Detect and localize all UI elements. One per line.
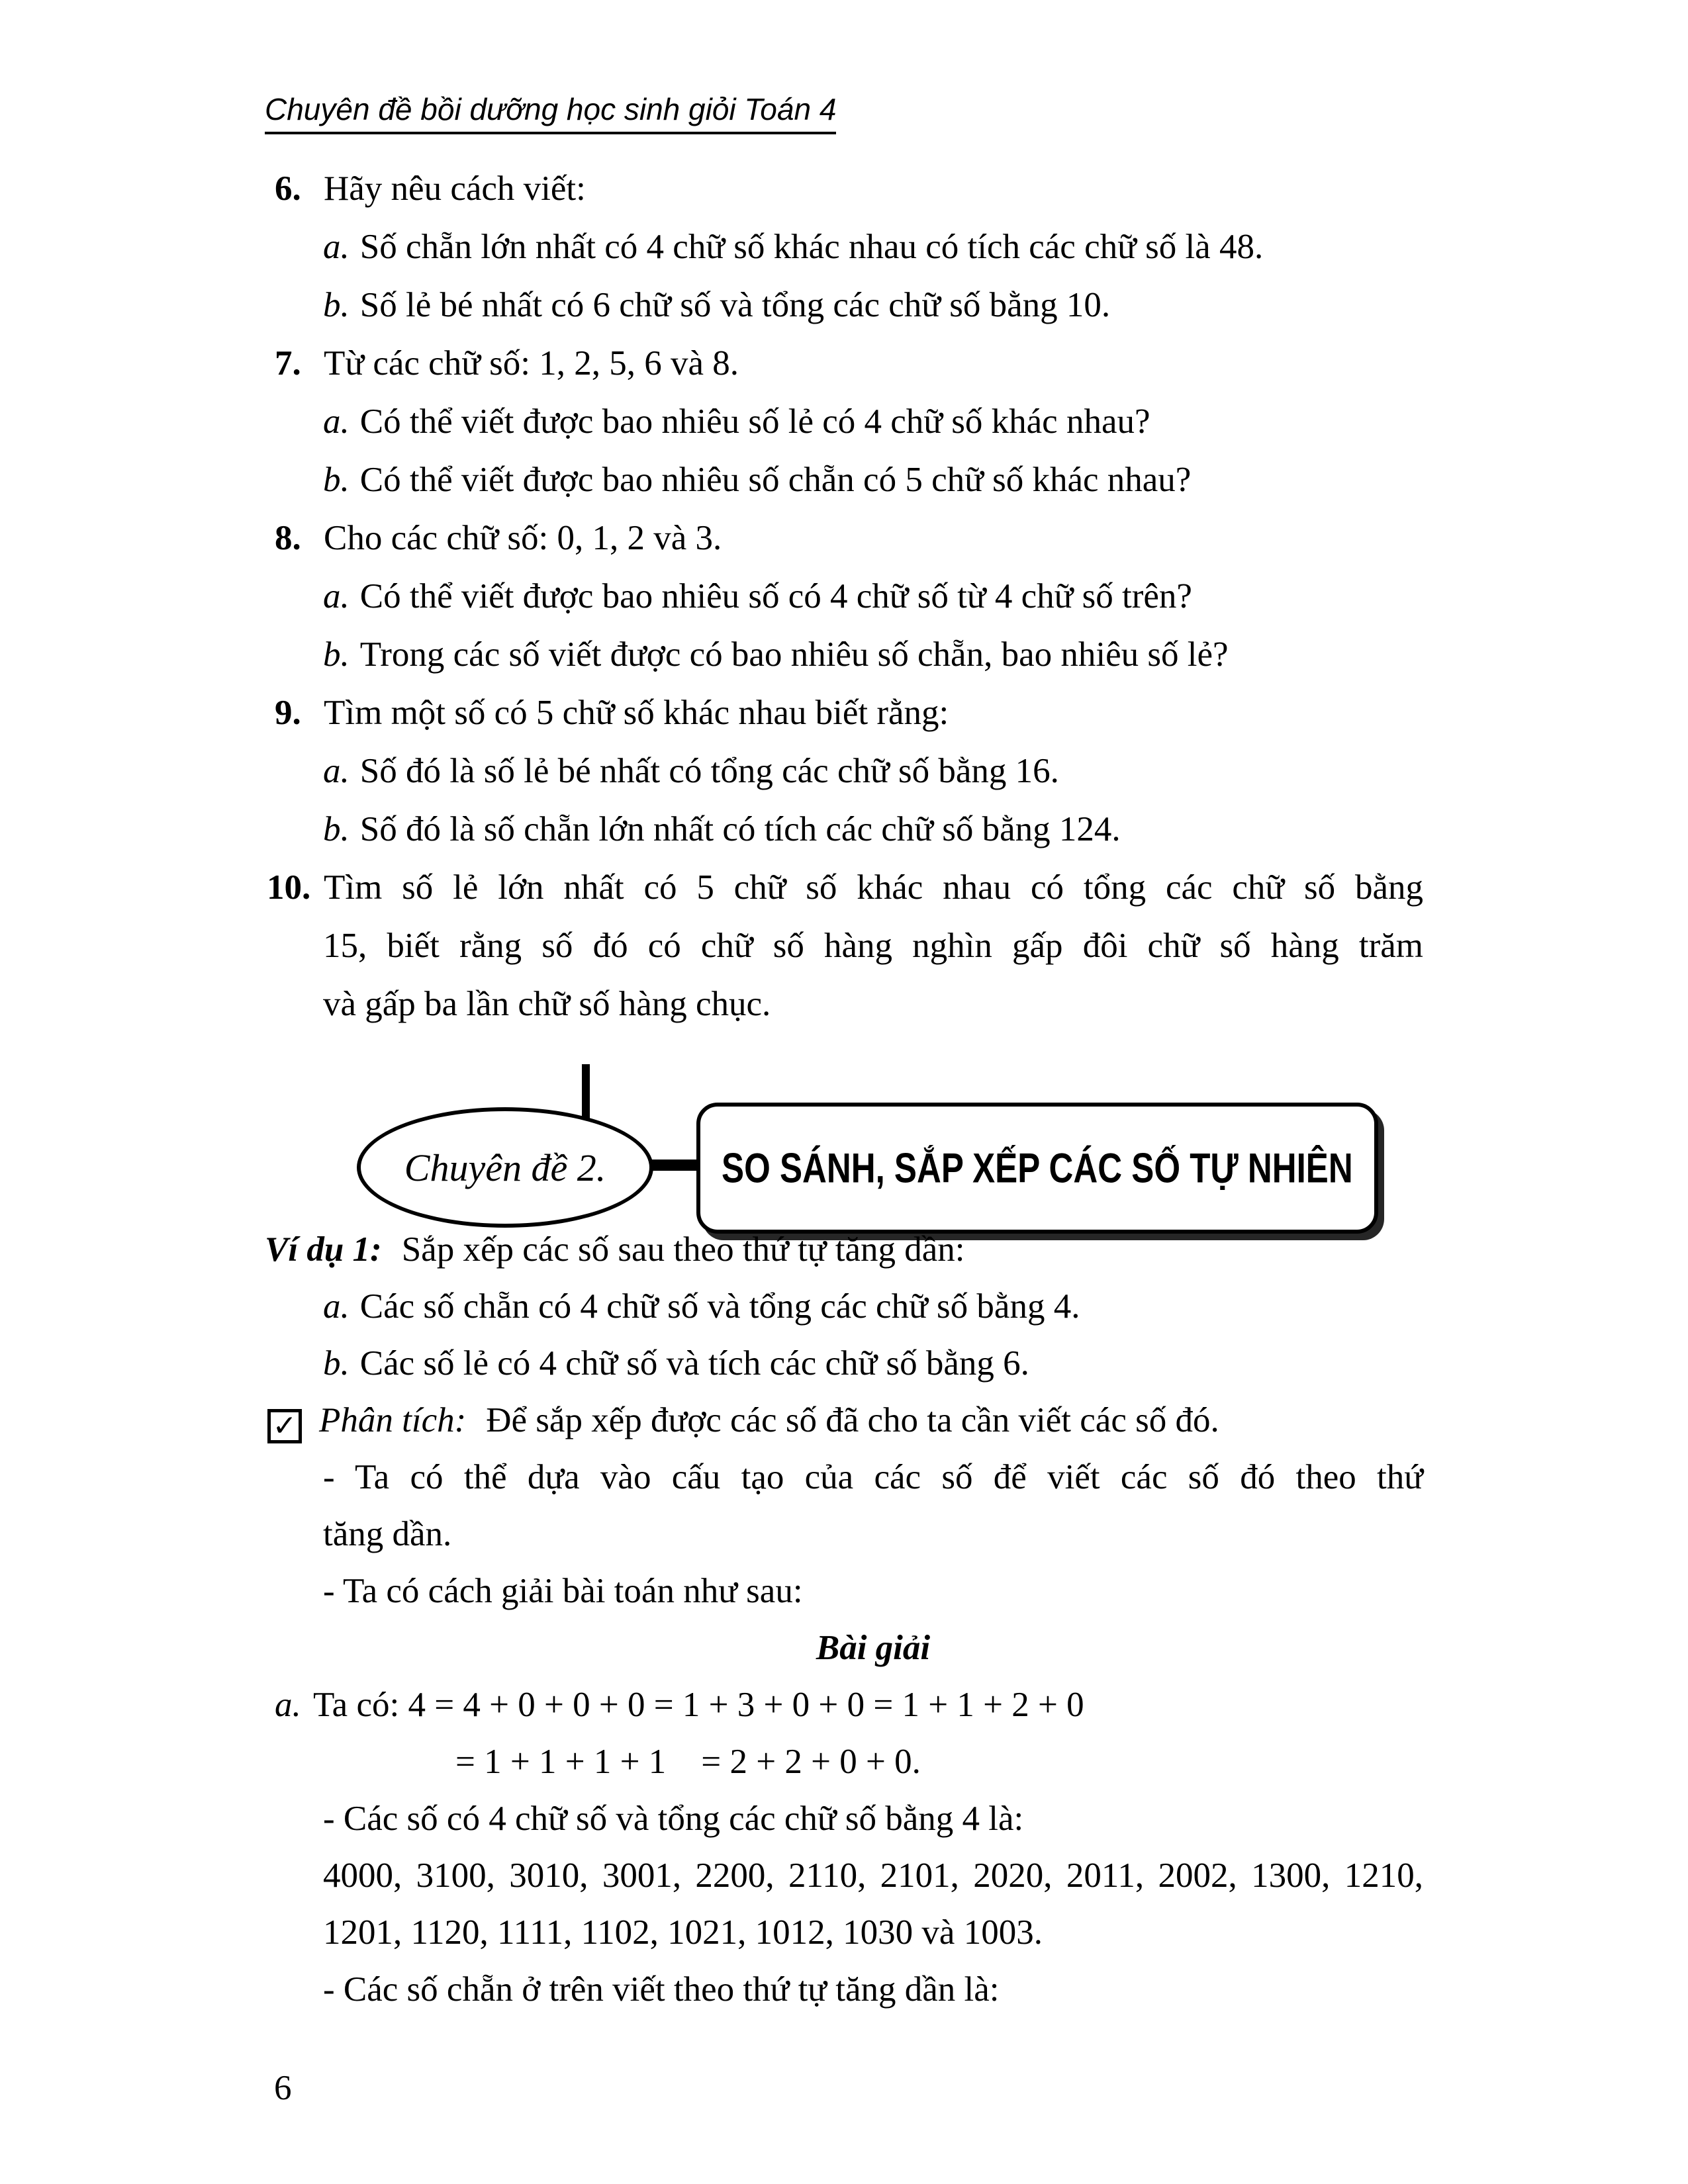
problem-7-text: Từ các chữ số: 1, 2, 5, 6 và 8. bbox=[324, 344, 739, 383]
chapter-title-box bbox=[696, 1103, 1378, 1234]
analysis-checkbox-icon bbox=[267, 1409, 302, 1443]
running-header bbox=[265, 78, 836, 139]
chapter-title-text: SO SÁNH, SẮP XẾP CÁC SỐ TỰ NHIÊN bbox=[722, 1144, 1353, 1192]
problem-6b bbox=[323, 275, 1110, 336]
problem-10-number: 10. bbox=[267, 868, 311, 907]
problem-9 bbox=[275, 682, 949, 743]
problem-7-number: 7. bbox=[275, 344, 301, 383]
solution-heading: Bài giải bbox=[816, 1629, 931, 1667]
problem-6-text: Hãy nêu cách viết: bbox=[324, 169, 586, 208]
problem-9a bbox=[323, 741, 1059, 801]
analysis-note2: - Ta có cách giải bài toán như sau: bbox=[323, 1572, 803, 1610]
problem-8-text: Cho các chữ số: 0, 1, 2 và 3. bbox=[324, 519, 722, 557]
problem-9a-letter: a. bbox=[323, 752, 350, 790]
problem-7a-text: Có thể viết được bao nhiêu số lẻ có 4 chữ số khác nhau? bbox=[359, 402, 1150, 441]
page-number: 6 bbox=[274, 2069, 292, 2107]
problem-7a bbox=[323, 391, 1150, 452]
example-1-intro: Sắp xếp các số sau theo thứ tự tăng dần: bbox=[401, 1230, 965, 1269]
analysis-note1-line1: - Ta có thể dựa vào cấu tạo của các số để viết các số đó theo thứ bbox=[323, 1458, 1423, 1496]
problem-9b bbox=[323, 799, 1121, 860]
problem-6a-text: Số chẵn lớn nhất có 4 chữ số khác nhau có tích các chữ số là 48. bbox=[359, 228, 1264, 266]
problem-6-number: 6. bbox=[275, 169, 301, 208]
problem-6a bbox=[323, 216, 1263, 277]
check-icon: ✓ bbox=[272, 1409, 297, 1443]
chapter-badge-ellipse bbox=[357, 1107, 653, 1228]
problem-10-text-line2: 15, biết rằng số đó có chữ số hàng nghìn gấp đôi chữ số hàng trăm bbox=[323, 927, 1423, 965]
problem-8a-letter: a. bbox=[323, 577, 350, 615]
analysis-label: Phân tích: bbox=[319, 1401, 467, 1439]
example-1b-letter: b. bbox=[323, 1344, 350, 1383]
solution-part-a bbox=[275, 1674, 1084, 1735]
problem-7 bbox=[275, 333, 739, 394]
problem-10-text-line1: Tìm số lẻ lớn nhất có 5 chữ số khác nhau có tổng các chữ số bằng bbox=[324, 868, 1423, 907]
running-header-title: Chuyên đề bồi dưỡng học sinh giỏi Toán 4 bbox=[265, 92, 836, 134]
problem-8 bbox=[275, 508, 722, 569]
example-1 bbox=[265, 1219, 964, 1280]
problem-8a-text: Có thể viết được bao nhiêu số có 4 chữ số từ 4 chữ số trên? bbox=[359, 577, 1192, 615]
problem-7a-letter: a. bbox=[323, 402, 350, 441]
problem-8b bbox=[323, 624, 1229, 685]
example-1a bbox=[323, 1276, 1080, 1337]
example-1a-letter: a. bbox=[323, 1287, 350, 1326]
problem-9-text: Tìm một số có 5 chữ số khác nhau biết rằng: bbox=[324, 694, 949, 732]
chapter-badge-label: Chuyên đề 2. bbox=[404, 1146, 606, 1189]
problem-6b-text: Số lẻ bé nhất có 6 chữ số và tổng các chữ số bằng 10. bbox=[359, 286, 1111, 324]
analysis-note1-line2: tăng dần. bbox=[323, 1515, 452, 1553]
problem-8-number: 8. bbox=[275, 519, 301, 557]
problem-7b-text: Có thể viết được bao nhiêu số chẵn có 5 chữ số khác nhau? bbox=[359, 461, 1192, 499]
problem-9a-text: Số đó là số lẻ bé nhất có tổng các chữ số bằng 16. bbox=[359, 752, 1059, 790]
analysis-text: Để sắp xếp được các số đã cho ta cần viết các số đó. bbox=[486, 1401, 1219, 1439]
problem-7b-letter: b. bbox=[323, 461, 350, 499]
solution-sort-intro: - Các số chẵn ở trên viết theo thứ tự tăng dần là: bbox=[323, 1970, 1000, 2009]
example-1-label: Ví dụ 1: bbox=[265, 1230, 382, 1269]
solution-equation-2: = 1 + 1 + 1 + 1 = 2 + 2 + 0 + 0. bbox=[455, 1743, 921, 1781]
problem-7b bbox=[323, 449, 1191, 510]
solution-numbers-line2: 1201, 1120, 1111, 1102, 1021, 1012, 1030 và 1003. bbox=[323, 1913, 1043, 1952]
solution-part-a-letter: a. bbox=[275, 1686, 301, 1724]
example-1b bbox=[323, 1333, 1029, 1394]
solution-numbers-line1: 4000, 3100, 3010, 3001, 2200, 2110, 2101, 2020, 2011, 2002, 1300, 1210, bbox=[323, 1856, 1423, 1895]
example-1b-text: Các số lẻ có 4 chữ số và tích các chữ số bằng 6. bbox=[359, 1344, 1029, 1383]
problem-9b-text: Số đó là số chẵn lớn nhất có tích các chữ số bằng 124. bbox=[359, 810, 1121, 848]
analysis-line bbox=[267, 1390, 1219, 1451]
problem-9-number: 9. bbox=[275, 694, 301, 732]
problem-8b-letter: b. bbox=[323, 635, 350, 674]
example-1a-text: Các số chẵn có 4 chữ số và tổng các chữ số bằng 4. bbox=[359, 1287, 1080, 1326]
solution-list-intro: - Các số có 4 chữ số và tổng các chữ số bằng 4 là: bbox=[323, 1799, 1024, 1838]
solution-equation-1: Ta có: 4 = 4 + 0 + 0 + 0 = 1 + 3 + 0 + 0 = 1 + 1 + 2 + 0 bbox=[313, 1686, 1084, 1724]
problem-9b-letter: b. bbox=[323, 810, 350, 848]
problem-6a-letter: a. bbox=[323, 228, 350, 266]
problem-8b-text: Trong các số viết được có bao nhiêu số chẵn, bao nhiêu số lẻ? bbox=[359, 635, 1229, 674]
problem-6 bbox=[275, 158, 586, 219]
problem-6b-letter: b. bbox=[323, 286, 350, 324]
problem-8a bbox=[323, 566, 1192, 627]
problem-10 bbox=[267, 857, 1423, 918]
problem-10-text-line3: và gấp ba lần chữ số hàng chục. bbox=[323, 985, 771, 1023]
